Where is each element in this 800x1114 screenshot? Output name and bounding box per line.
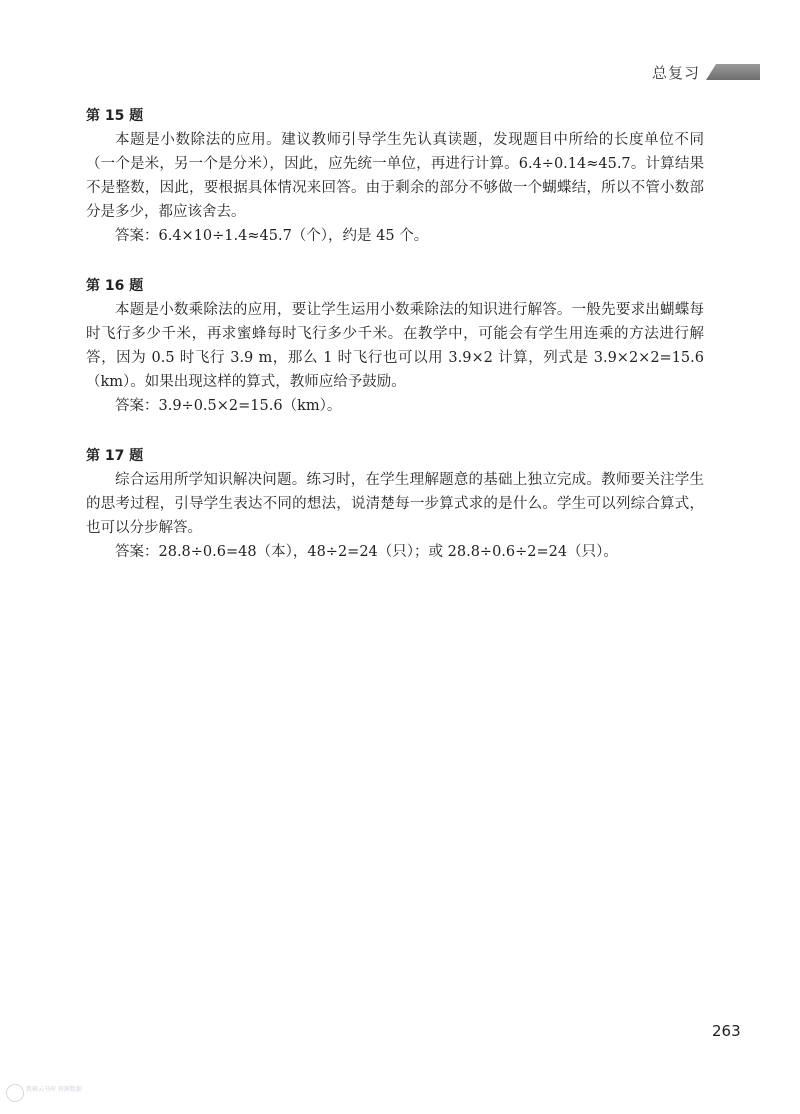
section-paragraph: 本题是小数除法的应用。建议教师引导学生先认真读题，发现题目中所给的长度单位不同（一个是米，另一个是分米），因此，应先统一单位，再进行计算。6.4÷0.14≈45.7。计算结果不是整数，因此，要根据具体情况来回答。由于剩余的部分不够做一个蝴蝶结，所以不管小数部分是多少，都应该舍去。 — [86, 132, 704, 220]
section-heading: 第 17 题 — [86, 448, 144, 464]
section-answer: 答案：3.9÷0.5×2=15.6（km）。 — [115, 398, 342, 414]
chapter-tab-decoration — [706, 64, 760, 80]
section-heading: 第 16 题 — [86, 278, 144, 294]
section-paragraph: 本题是小数乘除法的应用，要让学生运用小数乘除法的知识进行解答。一般先要求出蝴蝶每时飞行多少千米，再求蜜蜂每时飞行多少千米。在教学中，可能会有学生用连乘的方法进行解答，因为 0.5 时飞行 3.9 m，那么 1 时飞行也可以用 3.9×2 计算，列式是 3.9×2×2=15.6（km）。如果出现这样的算式，教师应给予鼓励。 — [86, 302, 704, 390]
watermark — [6, 1082, 94, 1108]
section-15 — [86, 104, 704, 248]
section-17 — [86, 444, 704, 564]
chapter-title: 总复习 — [652, 64, 701, 82]
section-16 — [86, 274, 704, 418]
section-answer: 答案：28.8÷0.6=48（本），48÷2=24（只）；或 28.8÷0.6÷2=24（只）。 — [115, 544, 618, 560]
section-heading: 第 15 题 — [86, 108, 144, 124]
page-content — [86, 104, 704, 590]
watermark-text: 教辅云书库 资源数据 — [26, 1086, 82, 1093]
watermark-logo-icon — [6, 1084, 24, 1102]
page-number: 263 — [712, 1022, 741, 1040]
section-answer: 答案：6.4×10÷1.4≈45.7（个），约是 45 个。 — [115, 228, 429, 244]
section-paragraph: 综合运用所学知识解决问题。练习时，在学生理解题意的基础上独立完成。教师要关注学生的思考过程，引导学生表达不同的想法，说清楚每一步算式求的是什么。学生可以列综合算式，也可以分步解答。 — [86, 472, 704, 536]
